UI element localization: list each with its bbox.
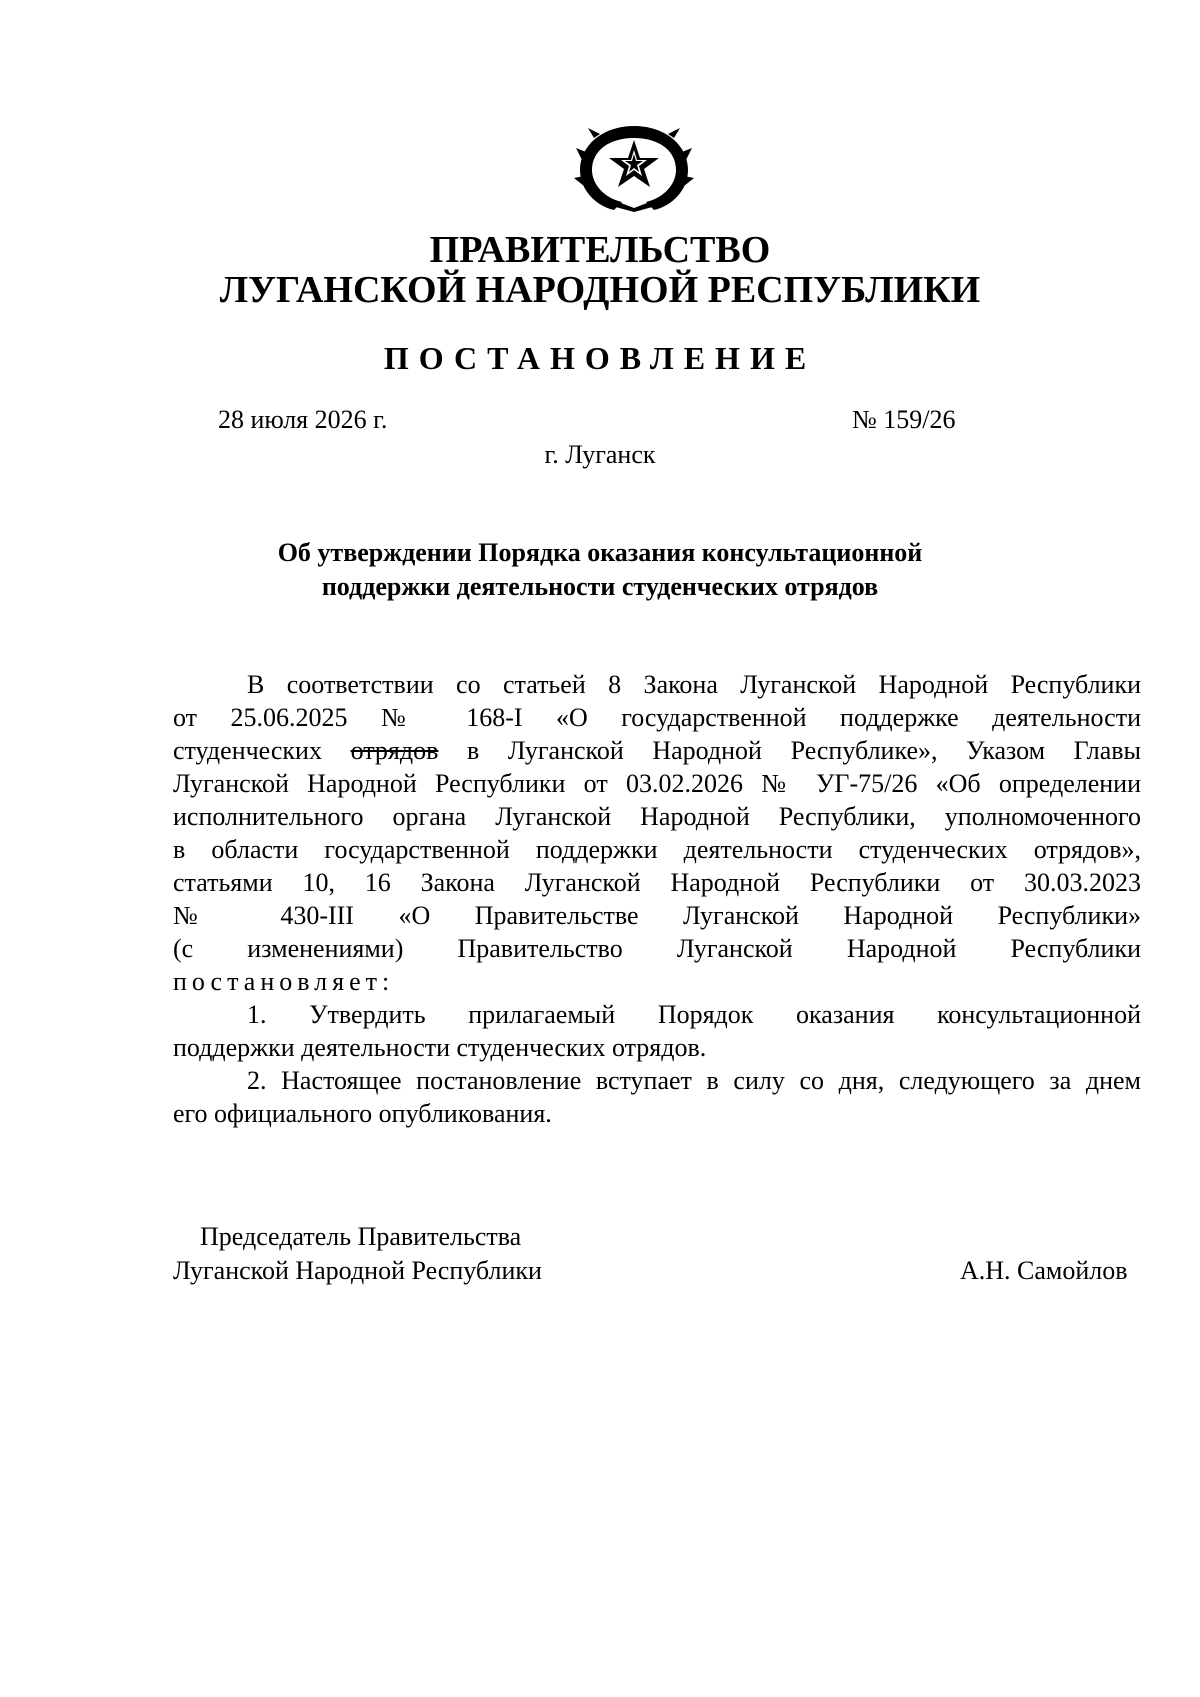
body-line: В соответствии со статьей 8 Закона Луганской Народной Республики (247, 670, 1141, 699)
body-text: студенческих (173, 736, 322, 765)
body-line: постановляет: (173, 967, 395, 996)
document-number: № 159/26 (852, 405, 956, 434)
coat-of-arms-icon (572, 122, 696, 212)
signatory-name: А.Н. Самойлов (960, 1256, 1128, 1285)
body-line (173, 734, 1141, 767)
struck-text: отрядов (350, 736, 439, 765)
signatory-position: Луганской Народной Республики (173, 1256, 542, 1285)
document-type: ПОСТАНОВЛЕНИЕ (383, 340, 817, 376)
body-line: Луганской Народной Республики от 03.02.2026 № УГ-75/26 «Об определении (173, 769, 1141, 798)
document-title-line: поддержки деятельности студенческих отрядов (321, 572, 879, 601)
document-city: г. Луганск (544, 440, 656, 469)
body-line: исполнительного органа Луганской Народной Республики, уполномоченного (173, 802, 1141, 831)
document-title-line: Об утверждении Порядка оказания консультационной (277, 538, 923, 567)
body-line: в области государственной поддержки деятельности студенческих отрядов», (173, 835, 1141, 864)
body-line: статьями 10, 16 Закона Луганской Народной Республики от 30.03.2023 (173, 868, 1141, 897)
signatory-position: Председатель Правительства (200, 1222, 522, 1251)
body-line: 2. Настоящее постановление вступает в силу со дня, следующего за днем (247, 1066, 1141, 1095)
body-text: в Луганской Народной Республике», Указом Главы (467, 736, 1142, 765)
body-line: № 430-III «О Правительстве Луганской Народной Республики» (173, 901, 1141, 930)
document-date: 28 июля 2026 г. (218, 405, 388, 434)
body-line: от 25.06.2025 № 168-I «О государственной поддержке деятельности (173, 703, 1141, 732)
body-line: поддержки деятельности студенческих отрядов. (173, 1033, 707, 1062)
document-body (173, 668, 1141, 1130)
body-line: его официального опубликования. (173, 1099, 552, 1128)
body-line: 1. Утвердить прилагаемый Порядок оказания консультационной (247, 1000, 1141, 1029)
government-title: ПРАВИТЕЛЬСТВО (429, 229, 771, 271)
government-subtitle: ЛУГАНСКОЙ НАРОДНОЙ РЕСПУБЛИКИ (219, 269, 981, 311)
body-line: (с изменениями) Правительство Луганской Народной Республики (173, 934, 1141, 963)
